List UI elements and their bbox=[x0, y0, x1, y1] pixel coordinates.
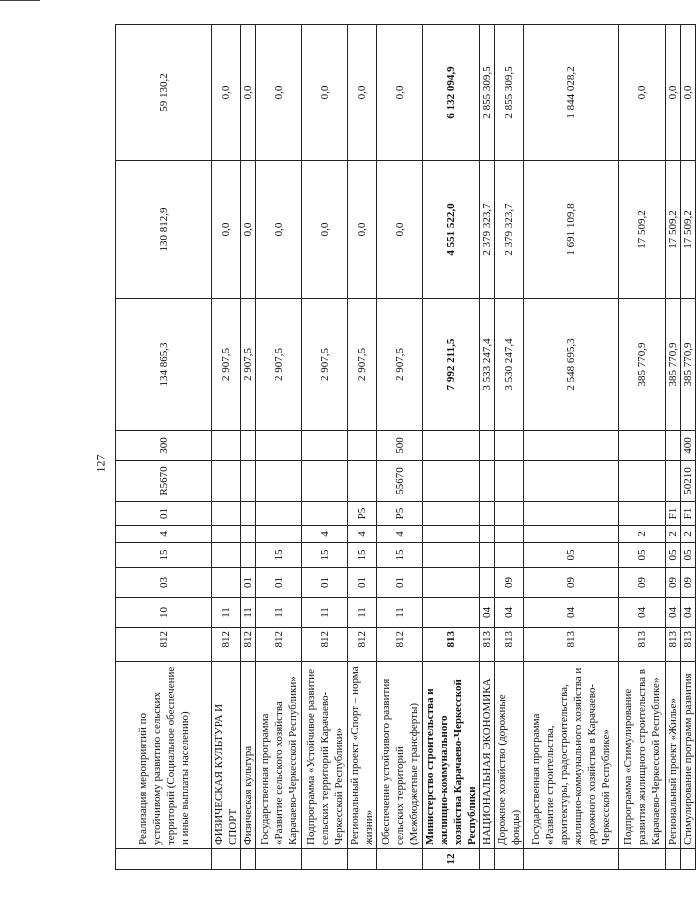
value-year2: 2 379 323,7 bbox=[480, 161, 495, 299]
code-project bbox=[302, 502, 348, 526]
budget-table bbox=[115, 24, 696, 870]
top-rule bbox=[0, 0, 40, 1]
code-admin: 812 bbox=[212, 628, 241, 662]
value-year1: 3 530 247,4 bbox=[495, 299, 524, 431]
code-admin: 813 bbox=[423, 628, 480, 662]
code-project bbox=[212, 502, 241, 526]
row-number bbox=[348, 849, 377, 870]
code-project: P5 bbox=[377, 502, 423, 526]
row-number bbox=[480, 849, 495, 870]
table-row bbox=[348, 25, 377, 870]
code-direction bbox=[423, 461, 480, 502]
code-section: 04 bbox=[681, 598, 696, 628]
row-number bbox=[256, 849, 302, 870]
code-section: 10 bbox=[116, 598, 212, 628]
row-number bbox=[681, 849, 696, 870]
value-year1: 385 770,9 bbox=[619, 299, 666, 431]
code-section: 04 bbox=[619, 598, 666, 628]
value-year2: 2 379 323,7 bbox=[495, 161, 524, 299]
code-subprogram: 4 bbox=[377, 526, 423, 543]
code-admin: 812 bbox=[302, 628, 348, 662]
value-year1: 2 907,5 bbox=[212, 299, 241, 431]
code-expense-type bbox=[524, 431, 619, 461]
code-program: 15 bbox=[116, 543, 212, 568]
value-year3: 0,0 bbox=[681, 25, 696, 161]
value-year3: 0,0 bbox=[302, 25, 348, 161]
code-program: 05 bbox=[666, 543, 681, 568]
table-row bbox=[495, 25, 524, 870]
code-expense-type: 400 bbox=[681, 431, 696, 461]
value-year2: 0,0 bbox=[377, 161, 423, 299]
value-year2: 17 509,2 bbox=[681, 161, 696, 299]
code-subprogram: 2 bbox=[619, 526, 666, 543]
row-name: Региональный проект «Жилье» bbox=[666, 662, 681, 849]
code-project bbox=[423, 502, 480, 526]
table-row bbox=[480, 25, 495, 870]
code-subprogram bbox=[495, 526, 524, 543]
table-row bbox=[666, 25, 681, 870]
row-number: 12 bbox=[423, 849, 480, 870]
code-section: 11 bbox=[348, 598, 377, 628]
value-year3: 0,0 bbox=[377, 25, 423, 161]
code-admin: 812 bbox=[256, 628, 302, 662]
code-subsection: 09 bbox=[681, 568, 696, 598]
code-expense-type bbox=[423, 431, 480, 461]
code-subprogram: 2 bbox=[681, 526, 696, 543]
code-subprogram: 4 bbox=[348, 526, 377, 543]
code-section: 11 bbox=[256, 598, 302, 628]
code-admin: 812 bbox=[116, 628, 212, 662]
code-project bbox=[241, 502, 256, 526]
value-year1: 2 907,5 bbox=[241, 299, 256, 431]
code-program: 15 bbox=[302, 543, 348, 568]
code-project bbox=[480, 502, 495, 526]
value-year2: 0,0 bbox=[302, 161, 348, 299]
row-number bbox=[524, 849, 619, 870]
code-direction bbox=[256, 461, 302, 502]
value-year3: 0,0 bbox=[241, 25, 256, 161]
code-subprogram bbox=[480, 526, 495, 543]
code-direction bbox=[524, 461, 619, 502]
code-program: 05 bbox=[681, 543, 696, 568]
code-expense-type bbox=[495, 431, 524, 461]
row-name: Государственная программа «Развитие строительства, архитектуры, градостроительства, жилищно-коммунального хозяйства и дорожного хозяйства в Карачаево-Черкесской Республике» bbox=[524, 662, 619, 849]
code-section: 04 bbox=[480, 598, 495, 628]
value-year1: 2 907,5 bbox=[302, 299, 348, 431]
table-row bbox=[241, 25, 256, 870]
row-number bbox=[302, 849, 348, 870]
code-project: P5 bbox=[348, 502, 377, 526]
row-number bbox=[116, 849, 212, 870]
code-expense-type bbox=[348, 431, 377, 461]
code-direction: 55670 bbox=[377, 461, 423, 502]
code-section: 04 bbox=[524, 598, 619, 628]
code-direction: 50210 bbox=[681, 461, 696, 502]
code-subsection: 01 bbox=[348, 568, 377, 598]
table-row bbox=[256, 25, 302, 870]
value-year1: 385 770,9 bbox=[666, 299, 681, 431]
code-subprogram bbox=[524, 526, 619, 543]
code-admin: 813 bbox=[619, 628, 666, 662]
code-direction bbox=[480, 461, 495, 502]
code-program bbox=[495, 543, 524, 568]
code-subsection bbox=[212, 568, 241, 598]
value-year2: 17 509,2 bbox=[619, 161, 666, 299]
value-year3: 59 130,2 bbox=[116, 25, 212, 161]
value-year2: 4 551 522,0 bbox=[423, 161, 480, 299]
row-name: Региональный проект «Спорт – норма жизни» bbox=[348, 662, 377, 849]
row-number bbox=[666, 849, 681, 870]
code-direction bbox=[666, 461, 681, 502]
row-name: Государственная программа «Развитие сельского хозяйства Карачаево-Черкесской Республики» bbox=[256, 662, 302, 849]
code-subsection: 09 bbox=[524, 568, 619, 598]
code-direction bbox=[241, 461, 256, 502]
code-subprogram bbox=[241, 526, 256, 543]
value-year3: 0,0 bbox=[619, 25, 666, 161]
code-project bbox=[495, 502, 524, 526]
code-section: 04 bbox=[495, 598, 524, 628]
row-name: НАЦИОНАЛЬНАЯ ЭКОНОМИКА bbox=[480, 662, 495, 849]
value-year2: 17 509,2 bbox=[666, 161, 681, 299]
table-row bbox=[619, 25, 666, 870]
code-subprogram bbox=[256, 526, 302, 543]
code-admin: 813 bbox=[480, 628, 495, 662]
code-section: 11 bbox=[212, 598, 241, 628]
value-year2: 1 691 109,8 bbox=[524, 161, 619, 299]
code-project bbox=[619, 502, 666, 526]
code-project bbox=[256, 502, 302, 526]
row-name: Подпрограмма «Стимулирование развития жилищного строительства в Карачаево-Черкесской Республике» bbox=[619, 662, 666, 849]
code-subsection: 09 bbox=[619, 568, 666, 598]
code-direction bbox=[302, 461, 348, 502]
row-name: Подпрограмма «Устойчивое развитие сельских территорий Карачаево-Черкесской Республики» bbox=[302, 662, 348, 849]
code-project: F1 bbox=[666, 502, 681, 526]
value-year1: 385 770,9 bbox=[681, 299, 696, 431]
code-subsection: 01 bbox=[256, 568, 302, 598]
code-subsection: 01 bbox=[377, 568, 423, 598]
table-row bbox=[423, 25, 480, 870]
code-expense-type bbox=[666, 431, 681, 461]
code-section: 11 bbox=[241, 598, 256, 628]
code-expense-type: 300 bbox=[116, 431, 212, 461]
code-admin: 813 bbox=[495, 628, 524, 662]
code-subsection: 09 bbox=[666, 568, 681, 598]
code-expense-type bbox=[212, 431, 241, 461]
code-subsection bbox=[480, 568, 495, 598]
code-subsection: 01 bbox=[241, 568, 256, 598]
code-subprogram: 2 bbox=[666, 526, 681, 543]
value-year3: 0,0 bbox=[348, 25, 377, 161]
code-program: 15 bbox=[377, 543, 423, 568]
code-section: 11 bbox=[302, 598, 348, 628]
value-year1: 7 992 211,5 bbox=[423, 299, 480, 431]
row-name: Дорожное хозяйство (дорожные фонды) bbox=[495, 662, 524, 849]
value-year3: 6 132 094,9 bbox=[423, 25, 480, 161]
code-project: F1 bbox=[681, 502, 696, 526]
code-expense-type: 500 bbox=[377, 431, 423, 461]
code-admin: 812 bbox=[377, 628, 423, 662]
row-name: Министерство строительства и жилищно-коммунального хозяйства Карачаево-Черкесской Республики bbox=[423, 662, 480, 849]
value-year3: 0,0 bbox=[256, 25, 302, 161]
code-direction: R5670 bbox=[116, 461, 212, 502]
value-year1: 2 907,5 bbox=[348, 299, 377, 431]
value-year2: 130 812,9 bbox=[116, 161, 212, 299]
code-expense-type bbox=[619, 431, 666, 461]
code-subprogram bbox=[212, 526, 241, 543]
rotated-table-wrapper bbox=[115, 25, 694, 870]
code-expense-type bbox=[241, 431, 256, 461]
code-subprogram: 4 bbox=[302, 526, 348, 543]
code-direction bbox=[212, 461, 241, 502]
code-program: 05 bbox=[619, 543, 666, 568]
code-subsection: 09 bbox=[495, 568, 524, 598]
value-year1: 3 533 247,4 bbox=[480, 299, 495, 431]
table-row bbox=[377, 25, 423, 870]
code-project bbox=[524, 502, 619, 526]
code-admin: 813 bbox=[524, 628, 619, 662]
value-year1: 134 865,3 bbox=[116, 299, 212, 431]
code-program bbox=[423, 543, 480, 568]
code-admin: 813 bbox=[666, 628, 681, 662]
code-program bbox=[212, 543, 241, 568]
code-direction bbox=[495, 461, 524, 502]
code-section: 04 bbox=[666, 598, 681, 628]
row-number bbox=[212, 849, 241, 870]
code-subsection: 01 bbox=[302, 568, 348, 598]
value-year2: 0,0 bbox=[212, 161, 241, 299]
table-row bbox=[524, 25, 619, 870]
code-section: 11 bbox=[377, 598, 423, 628]
value-year1: 2 548 695,3 bbox=[524, 299, 619, 431]
code-program bbox=[241, 543, 256, 568]
table-row bbox=[302, 25, 348, 870]
row-name: Обеспечение устойчивого развития сельских территорий (Межбюджетные трансферты) bbox=[377, 662, 423, 849]
code-subsection: 03 bbox=[116, 568, 212, 598]
code-admin: 813 bbox=[681, 628, 696, 662]
value-year2: 0,0 bbox=[348, 161, 377, 299]
value-year3: 0,0 bbox=[212, 25, 241, 161]
code-subprogram: 4 bbox=[116, 526, 212, 543]
code-expense-type bbox=[302, 431, 348, 461]
table-row bbox=[681, 25, 696, 870]
code-expense-type bbox=[256, 431, 302, 461]
value-year1: 2 907,5 bbox=[256, 299, 302, 431]
code-project: 01 bbox=[116, 502, 212, 526]
code-subsection bbox=[423, 568, 480, 598]
row-number bbox=[619, 849, 666, 870]
code-direction bbox=[348, 461, 377, 502]
value-year2: 0,0 bbox=[256, 161, 302, 299]
row-name: Реализация мероприятий по устойчивому развитию сельских территорий (Социальное обеспечение и иные выплаты населению) bbox=[116, 662, 212, 849]
page-number: 127 bbox=[93, 454, 108, 473]
table-row bbox=[116, 25, 212, 870]
value-year3: 1 844 028,2 bbox=[524, 25, 619, 161]
row-name: ФИЗИЧЕСКАЯ КУЛЬТУРА И СПОРТ bbox=[212, 662, 241, 849]
value-year2: 0,0 bbox=[241, 161, 256, 299]
value-year1: 2 907,5 bbox=[377, 299, 423, 431]
code-expense-type bbox=[480, 431, 495, 461]
code-program: 15 bbox=[256, 543, 302, 568]
value-year3: 2 855 309,5 bbox=[495, 25, 524, 161]
row-name: Стимулирование программ развития bbox=[681, 662, 696, 849]
code-admin: 812 bbox=[348, 628, 377, 662]
value-year3: 0,0 bbox=[666, 25, 681, 161]
code-subprogram bbox=[423, 526, 480, 543]
code-section bbox=[423, 598, 480, 628]
table-body bbox=[116, 25, 696, 870]
code-program bbox=[480, 543, 495, 568]
code-admin: 812 bbox=[241, 628, 256, 662]
code-program: 05 bbox=[524, 543, 619, 568]
code-direction bbox=[619, 461, 666, 502]
code-program: 15 bbox=[348, 543, 377, 568]
table-row bbox=[212, 25, 241, 870]
row-number bbox=[377, 849, 423, 870]
row-name: Физическая культура bbox=[241, 662, 256, 849]
value-year3: 2 855 309,5 bbox=[480, 25, 495, 161]
row-number bbox=[495, 849, 524, 870]
row-number bbox=[241, 849, 256, 870]
